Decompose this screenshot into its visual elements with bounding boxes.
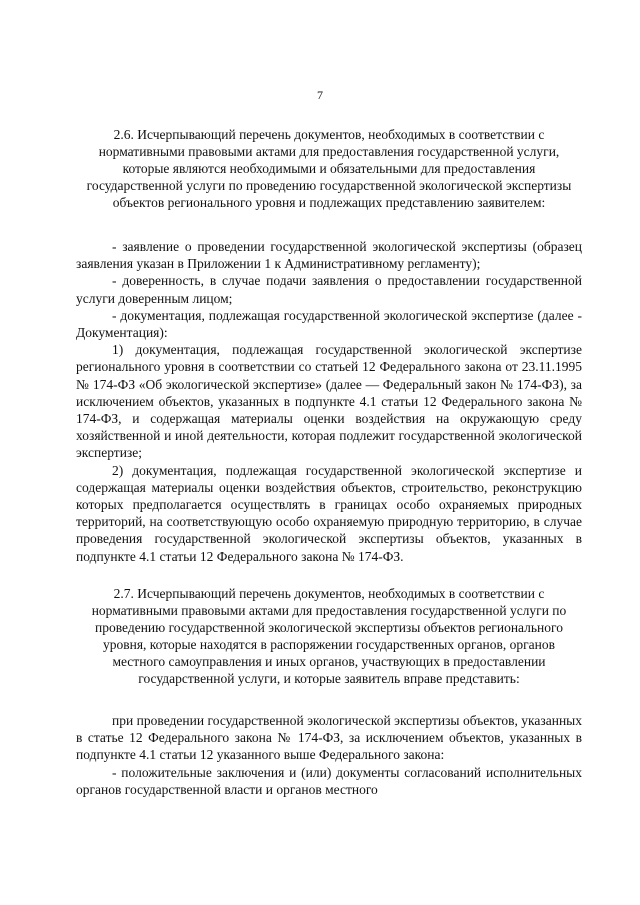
paragraph-documentation: - документация, подлежащая государственной экологической экспертизе (далее - Документация): <box>76 307 582 341</box>
section-body-2-7 <box>76 712 582 798</box>
section-heading-2-7: 2.7. Исчерпывающий перечень документов, необходимых в соответствии с нормативными правовыми актами для предоставления государственной услуги по проведению государственной экологической экспертизы объектов регионального уровня, которые находятся в распоряжении государственных органов, органов местного самоуправления и иных органов, участвующих в предоставлении государственной услуги, и которые заявитель вправе представить: <box>91 586 567 686</box>
paragraph-examination-objects: при проведении государственной экологической экспертизы объектов, указанных в статье 12 Федерального закона № 174-ФЗ, за исключением объектов, указанных в подпункте 4.1 статьи 12 указанного выше Федерального закона: <box>76 713 582 763</box>
paragraph-power-of-attorney: - доверенность, в случае подачи заявления о предоставлении государственной услуги доверенным лицом; <box>76 273 582 306</box>
section-body-2-6 <box>76 238 582 565</box>
paragraph-positive-conclusions: - положительные заключения и (или) документы согласований исполнительных органов государственной власти и органов местного <box>76 764 582 797</box>
section-heading-2-6: 2.6. Исчерпывающий перечень документов, необходимых в соответствии с нормативными правовыми актами для предоставления государственной услуги, которые являются необходимыми и обязательными для предоставления государственной услуги по проведению государственной экологической экспертизы объектов регионального уровня и подлежащих представлению заявителем: <box>86 127 572 210</box>
paragraph-application: - заявление о проведении государственной экологической экспертизы (образец заявления указан в Приложении 1 к Административному регламенту); <box>76 239 582 272</box>
paragraph-documentation-item-2: 2) документация, подлежащая государственной экологической экспертизе и содержащая материалы оценки воздействия объектов, строительство, реконструкцию которых предполагается осуществлять в границах особо охраняемых природных территорий, на соответствующую особо охраняемую природную территорию, в случае проведения государственной экологической экспертизы объектов, указанных в подпункте 4.1 статьи 12 Федерального закона № 174-ФЗ. <box>76 462 582 564</box>
paragraph-documentation-item-1: 1) документация, подлежащая государственной экологической экспертизе регионального уровня в соответствии со статьей 12 Федерального закона от 23.11.1995 № 174-ФЗ «Об экологической экспертизе» (далее — Федеральный закон № 174-ФЗ), за исключением объектов, указанных в подпункте 4.1 статьи 12 Федерального закона № 174-ФЗ, и содержащая материалы оценки воздействия на окружающую среду хозяйственной и иной деятельности, которая подлежит государственной экологической экспертизе; <box>76 342 582 461</box>
page-number: 7 <box>317 88 323 102</box>
